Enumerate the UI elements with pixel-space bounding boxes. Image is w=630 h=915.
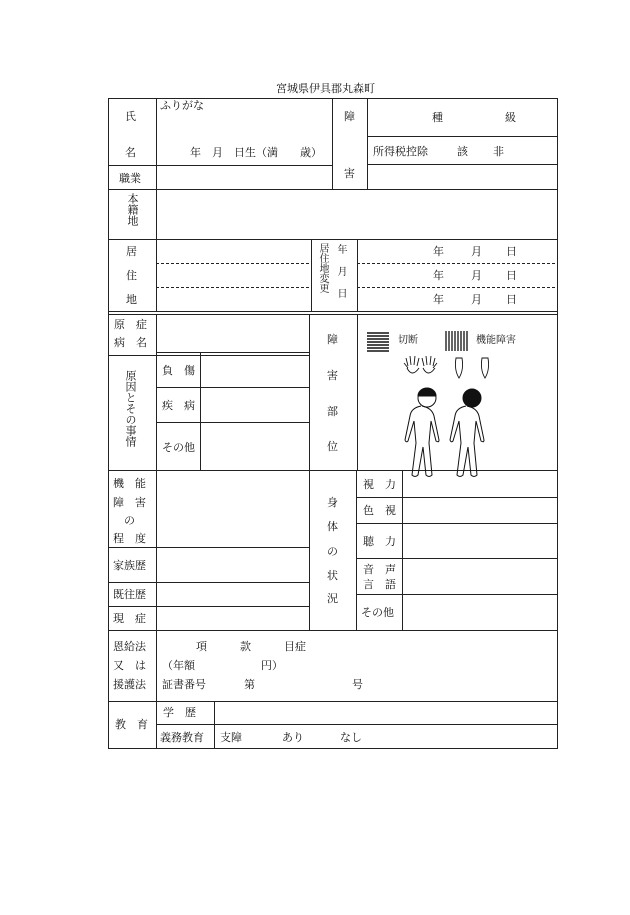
label-onsei-1: 音 声: [363, 563, 396, 576]
label-shogai-2: 害: [344, 167, 355, 180]
hearing-field[interactable]: [403, 524, 557, 558]
label-honseki: 本籍地: [126, 193, 139, 226]
label-onkyu-3: 援護法: [113, 678, 146, 691]
label-shintai-5: 況: [327, 592, 338, 605]
birthdate-line: 年 月 日生（満 歳）: [190, 146, 322, 159]
label-kino-4: 程 度: [113, 532, 146, 545]
label-onkyu-2: 又 は: [113, 659, 146, 672]
pension-amount-line: （年額 円）: [162, 659, 283, 672]
tax-option-no[interactable]: 非: [493, 145, 504, 158]
pension-clause-line: 項 款 目症: [196, 640, 306, 653]
label-kyojuchi-2: 住: [126, 269, 137, 282]
other-body-field[interactable]: [403, 595, 557, 630]
label-onkyu-1: 恩給法: [113, 640, 146, 653]
label-gakureki: 学 歴: [163, 706, 196, 719]
label-shogai-1: 障: [344, 110, 355, 123]
date3-day: 日: [506, 293, 517, 306]
label-shubetsu-2: 級: [505, 111, 516, 124]
dysfunction-swatch-icon: [446, 331, 467, 351]
label-kino-3: の: [124, 514, 135, 527]
label-tax-deduction: 所得税控除: [373, 145, 428, 158]
certificate-go: 号: [352, 678, 363, 691]
color-vision-field[interactable]: [403, 498, 557, 523]
speech-field[interactable]: [403, 559, 557, 594]
label-kyojuchi-3: 地: [126, 293, 137, 306]
legend-dysfunction-label: 機能障害: [476, 335, 516, 346]
option-ari[interactable]: あり: [282, 731, 304, 744]
label-gimu-kyoiku: 義務教育: [160, 731, 204, 744]
label-change-2: 年月日: [335, 244, 346, 310]
label-kino-2: 障 害: [113, 496, 146, 509]
label-sonota-cause: その他: [162, 441, 195, 454]
label-shiryoku: 視 力: [363, 478, 396, 491]
label-sonota-body: その他: [361, 606, 394, 619]
feet-icon: [455, 358, 488, 378]
label-kyoiku: 教 育: [115, 718, 148, 731]
label-part-1: 障: [327, 333, 338, 346]
label-kyojuchi-1: 居: [126, 245, 137, 258]
date1-year: 年: [433, 245, 444, 258]
education-history-field[interactable]: [215, 702, 557, 724]
label-part-4: 位: [327, 440, 338, 453]
label-part-2: 害: [327, 369, 338, 382]
label-shippei: 疾 病: [162, 399, 195, 412]
option-nashi[interactable]: なし: [340, 731, 362, 744]
hands-icon: [404, 356, 437, 373]
vision-field[interactable]: [403, 471, 557, 497]
label-kiorekii: 既往歴: [113, 588, 146, 601]
certificate-number-label: 証書番号: [162, 678, 206, 691]
label-gensho: 原 症: [114, 318, 147, 331]
date1-month: 月: [471, 245, 482, 258]
function-degree-field[interactable]: [157, 471, 309, 547]
tax-option-yes[interactable]: 該: [457, 145, 468, 158]
legend-amputation-label: 切断: [398, 335, 418, 346]
date2-month: 月: [471, 269, 482, 282]
body-back-icon: [450, 389, 484, 477]
past-history-field[interactable]: [157, 583, 309, 606]
label-shintai-2: 体: [327, 520, 338, 533]
date3-month: 月: [471, 293, 482, 306]
current-symptom-field[interactable]: [157, 607, 309, 630]
label-shokugyo: 職業: [119, 172, 141, 185]
label-part-3: 部: [327, 405, 338, 418]
family-history-field[interactable]: [157, 548, 309, 582]
label-shintai-4: 状: [327, 569, 338, 582]
label-shubetsu-1: 種: [432, 111, 443, 124]
label-shimei-1: 氏: [125, 110, 136, 123]
body-front-icon: [405, 388, 439, 477]
label-shintai-1: 身: [327, 496, 338, 509]
label-kazokureki: 家族歴: [113, 559, 146, 572]
label-shimei-2: 名: [125, 146, 136, 159]
label-kino-1: 機 能: [113, 477, 146, 490]
date1-day: 日: [506, 245, 517, 258]
date3-year: 年: [433, 293, 444, 306]
certificate-dai: 第: [244, 678, 255, 691]
label-choryoku: 聴 力: [363, 535, 396, 548]
furigana-label: ふりがな: [160, 99, 204, 112]
label-shintai-3: の: [327, 545, 338, 558]
date2-year: 年: [433, 269, 444, 282]
date2-day: 日: [506, 269, 517, 282]
label-shisho: 支障: [220, 731, 242, 744]
label-fusho: 負 傷: [162, 364, 195, 377]
label-gensho-current: 現 症: [113, 612, 146, 625]
label-byomei: 病 名: [114, 336, 147, 349]
label-onsei-2: 言 語: [363, 578, 396, 591]
label-change-1: 居住地変更: [317, 243, 328, 293]
label-shikikaku: 色 視: [363, 504, 396, 517]
amputation-swatch-icon: [367, 331, 389, 353]
form-title: 宮城県伊具郡丸森町: [276, 82, 375, 95]
label-cause: 原因とその事情: [124, 370, 137, 447]
